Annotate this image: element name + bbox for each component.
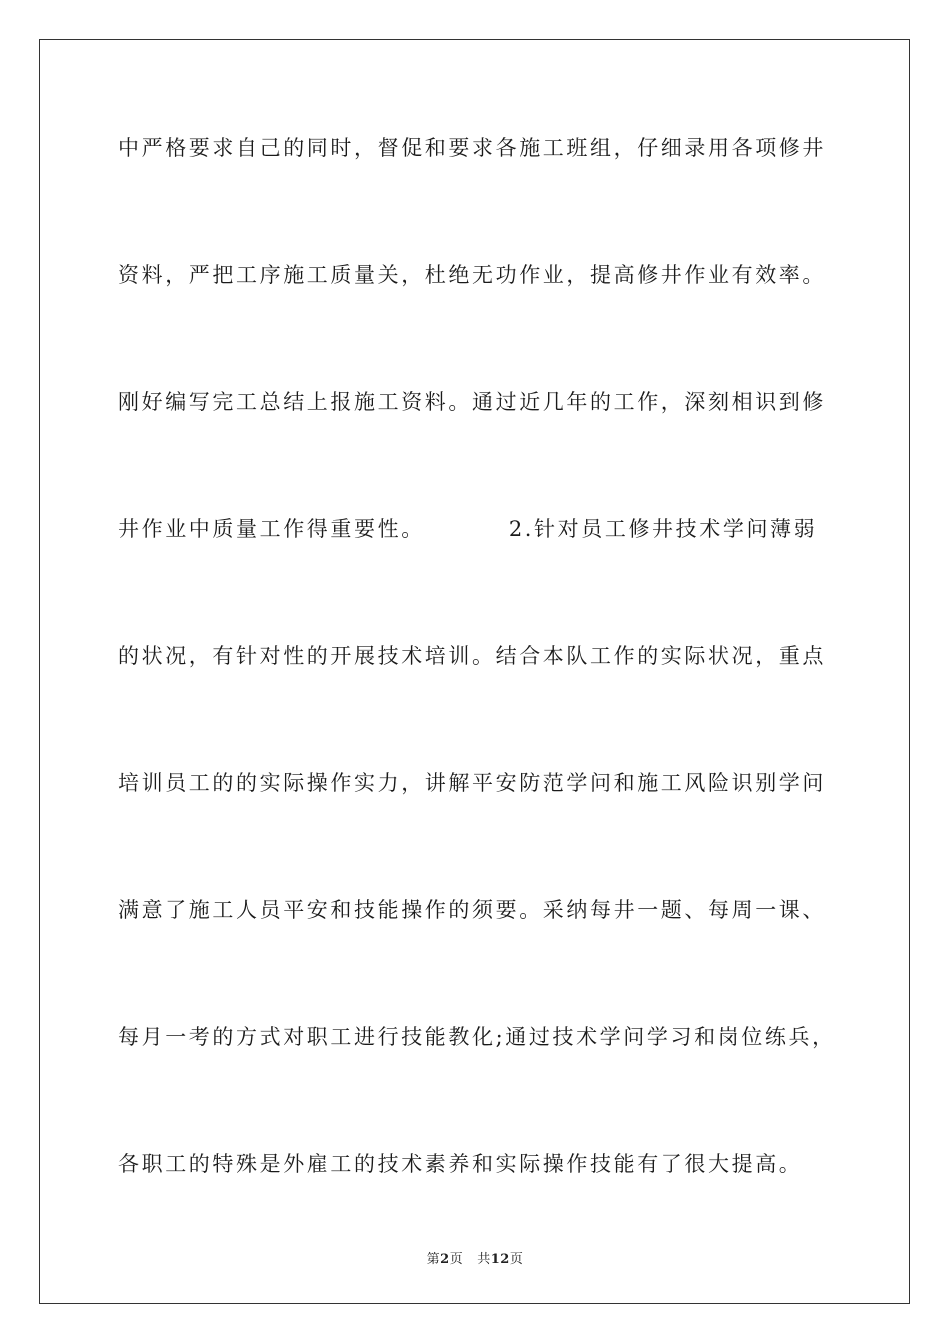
total-prefix: 共 <box>477 1252 491 1267</box>
text-line: 的状况，有针对性的开展技术培训。结合本队工作的实际状况，重点 <box>118 644 826 668</box>
text-line: 培训员工的的实际操作实力，讲解平安防范学问和施工风险识别学问 <box>118 771 826 795</box>
page-indicator <box>427 1248 464 1267</box>
text-line: 各职工的特殊是外雇工的技术素养和实际操作技能有了很大提高。 <box>118 1152 803 1176</box>
text-segment: 井作业中质量工作得重要性。 <box>118 517 425 541</box>
page-prefix: 第 <box>426 1252 441 1267</box>
total-indicator <box>477 1248 523 1267</box>
text-line <box>118 509 834 636</box>
page-unit: 页 <box>449 1252 464 1267</box>
text-segment: 2.针对员工修井技术学问薄弱 <box>508 517 818 541</box>
text-line: 每月一考的方式对职工进行技能教化;通过技术学问学习和岗位练兵， <box>118 1025 836 1049</box>
text-line: 刚好编写完工总结上报施工资料。通过近几年的工作，深刻相识到修 <box>118 390 826 414</box>
text-line: 中严格要求自己的同时，督促和要求各施工班组，仔细录用各项修井 <box>118 136 826 160</box>
page-footer <box>0 1248 950 1267</box>
text-line: 资料，严把工序施工质量关，杜绝无功作业，提高修井作业有效率。 <box>118 263 826 287</box>
document-body <box>118 128 834 1271</box>
page-number: 2 <box>440 1252 450 1267</box>
total-pages: 12 <box>490 1252 510 1267</box>
total-unit: 页 <box>509 1252 524 1267</box>
text-line: 满意了施工人员平安和技能操作的须要。采纳每井一题、每周一课、 <box>118 898 826 922</box>
